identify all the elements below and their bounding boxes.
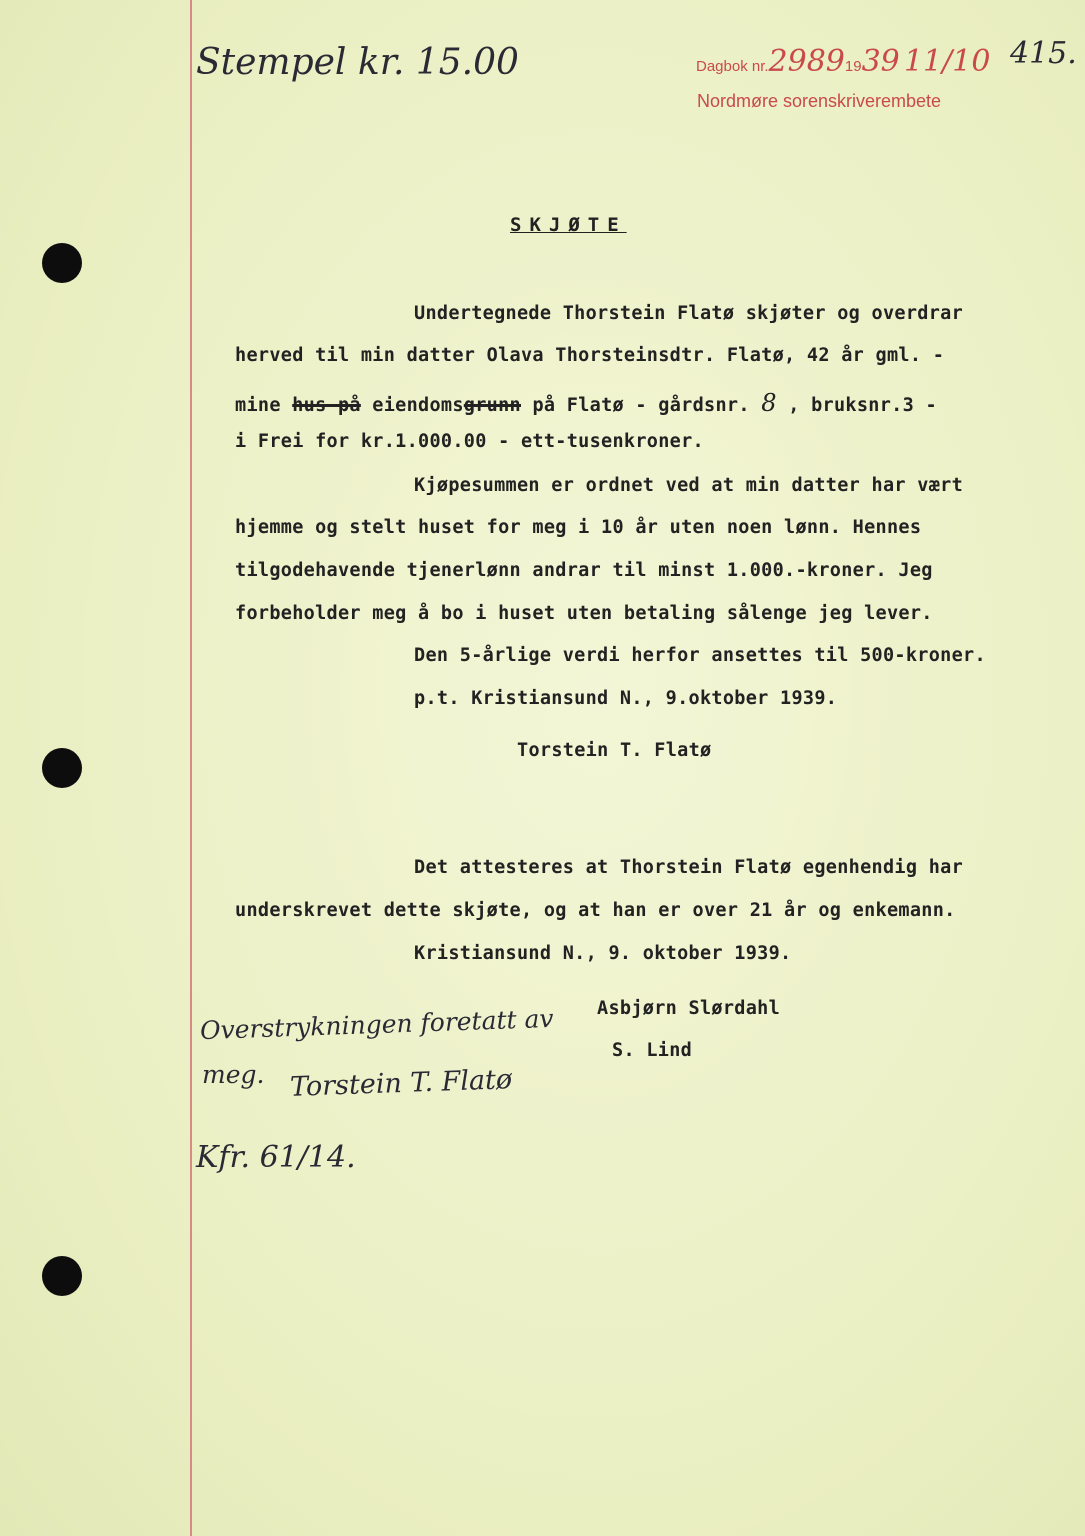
- witness-name: S. Lind: [612, 1040, 693, 1061]
- handwritten-insert: 8: [761, 389, 777, 417]
- registry-office: Nordmøre sorenskriverembete: [697, 91, 942, 111]
- registry-stamp-prefix: Dagbok nr.: [696, 58, 769, 75]
- text-fragment: , bruksnr.3 -: [776, 395, 937, 416]
- struck-text: hus på: [292, 395, 361, 416]
- document-title: SKJØTE: [510, 214, 627, 236]
- text-fragment: eiendoms: [360, 395, 464, 416]
- page-number: 415.: [1010, 36, 1077, 71]
- text-fragment: på Flatø - gårdsnr.: [521, 395, 762, 416]
- margin-rule: [190, 0, 192, 1536]
- registry-date: 11/10: [903, 44, 991, 79]
- body-line: i Frei for kr.1.000.00 - ett-tusenkroner.: [235, 431, 704, 452]
- handwritten-signature: Torstein T. Flatø: [289, 1064, 513, 1103]
- attestation-line: Det attesteres at Thorstein Flatø egenhendig har: [414, 857, 964, 878]
- text-fragment: mine: [235, 395, 293, 416]
- body-line: tilgodehavende tjenerlønn andrar til minst 1.000.-kroner. Jeg: [235, 560, 933, 581]
- body-line: forbeholder meg å bo i huset uten betaling sålenge jeg lever.: [235, 603, 933, 624]
- handwritten-note: meg.: [202, 1060, 265, 1089]
- handwritten-note: Overstrykningen foretatt av: [199, 1003, 554, 1046]
- place-date-line: p.t. Kristiansund N., 9.oktober 1939.: [414, 688, 838, 709]
- body-line: Undertegnede Thorstein Flatø skjøter og overdrar: [414, 303, 964, 324]
- punch-hole: [42, 243, 82, 283]
- typed-signature: Torstein T. Flatø: [517, 740, 712, 761]
- attestation-line: Kristiansund N., 9. oktober 1939.: [414, 943, 792, 964]
- punch-hole: [42, 1256, 82, 1296]
- body-line: [235, 389, 937, 417]
- registry-year: 39: [861, 44, 900, 79]
- struck-text: grunn: [463, 395, 521, 416]
- value-line: Den 5-årlige verdi herfor ansettes til 500-kroner.: [414, 645, 986, 666]
- attestation-line: underskrevet dette skjøte, og at han er over 21 år og enkemann.: [235, 900, 956, 921]
- body-line: Kjøpesummen er ordnet ved at min datter har vært: [414, 475, 964, 496]
- body-line: hjemme og stelt huset for meg i 10 år uten noen lønn. Hennes: [235, 517, 922, 538]
- registry-year-prefix: 19: [844, 58, 862, 75]
- registry-number: 2989: [768, 44, 845, 79]
- handwritten-reference: Kfr. 61/14.: [196, 1140, 356, 1175]
- punch-hole: [42, 748, 82, 788]
- witness-name: Asbjørn Slørdahl: [597, 998, 781, 1019]
- stamp-fee-note: Stempel kr. 15.00: [196, 42, 519, 83]
- body-line: herved til min datter Olava Thorsteinsdtr. Flatø, 42 år gml. -: [235, 345, 945, 366]
- registry-stamp-line: [696, 44, 990, 79]
